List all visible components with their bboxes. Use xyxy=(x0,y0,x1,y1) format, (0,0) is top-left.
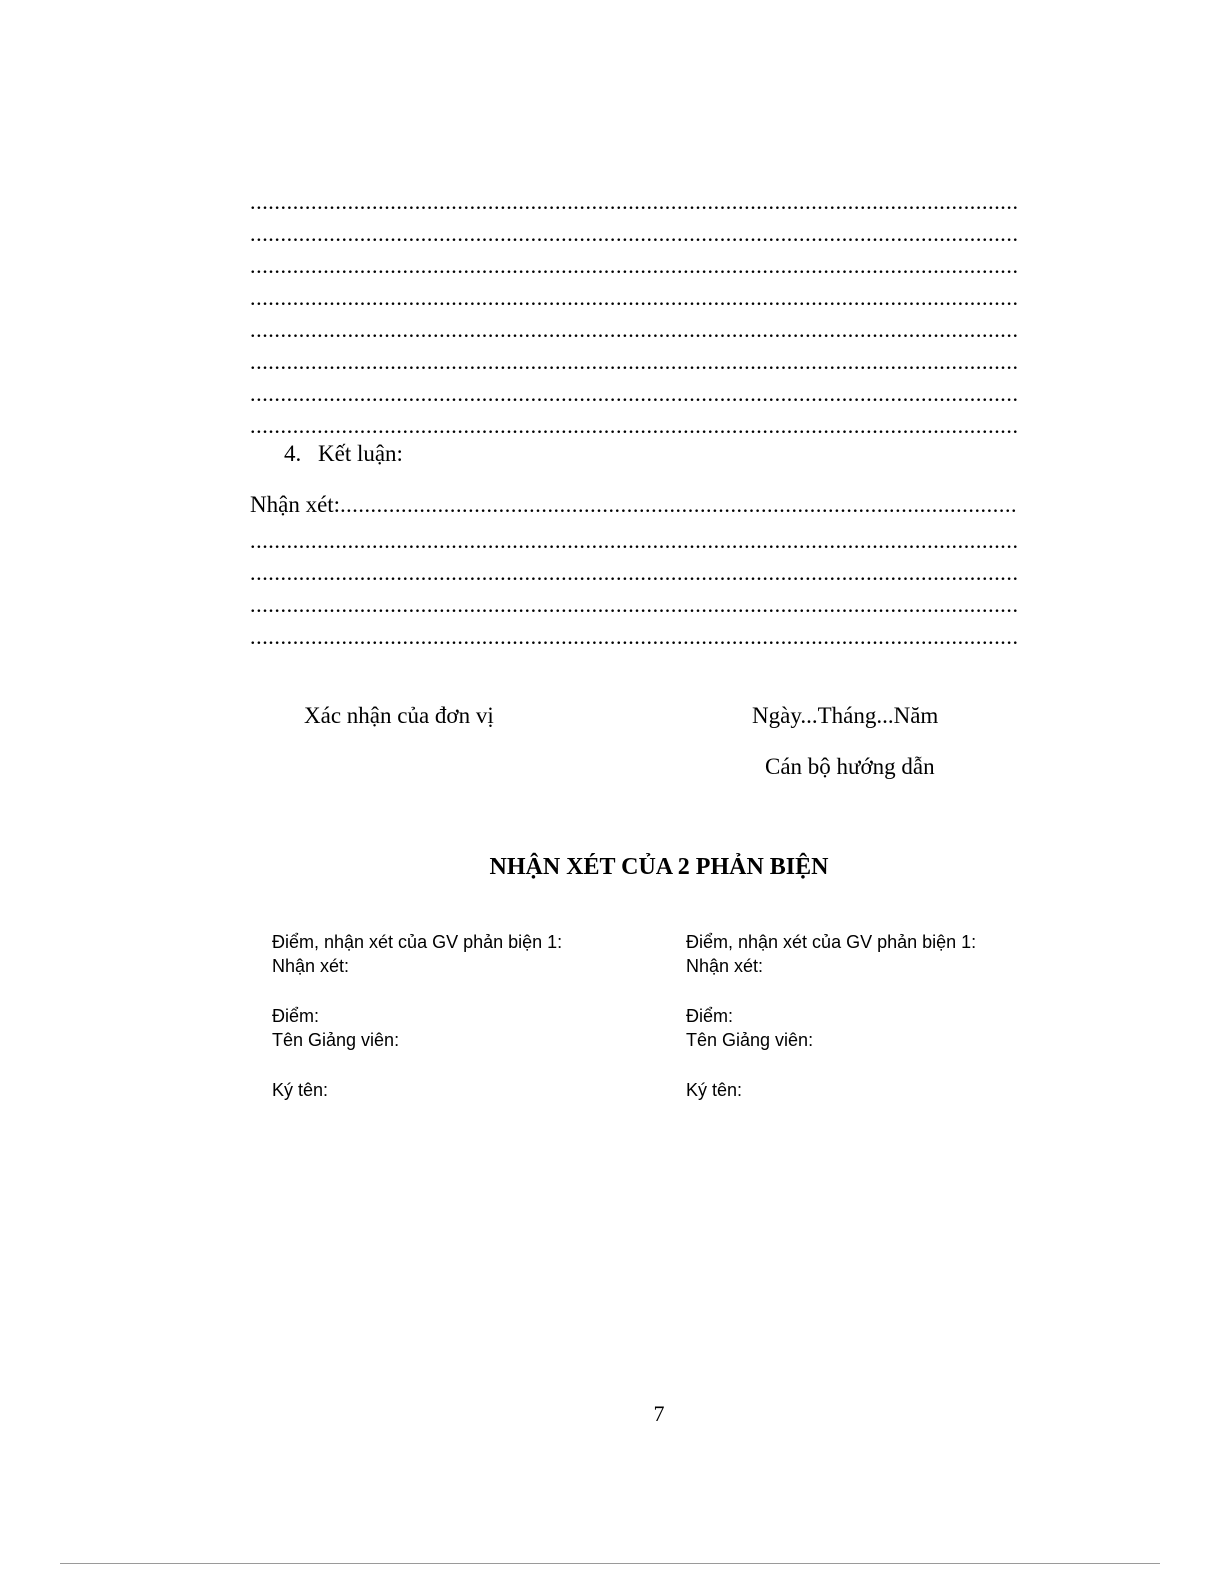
reviewers-section-title: NHẬN XÉT CỦA 2 PHẢN BIỆN xyxy=(489,854,829,880)
signature-date: Ngày...Tháng...Năm xyxy=(752,703,939,728)
dotted-line: .............................................................................................................................. xyxy=(250,189,1019,214)
comment-first-line xyxy=(250,489,1065,521)
top-dotted-lines xyxy=(250,186,1065,442)
reviewer-name-label: Tên Giảng viên: xyxy=(272,1030,400,1050)
dotted-line: .............................................................................................................................. xyxy=(250,413,1019,438)
comment-label: Nhận xét: xyxy=(250,492,341,517)
reviewer-score-label: Điểm: xyxy=(686,1006,734,1026)
dotted-line: .............................................................................................................................. xyxy=(250,381,1019,406)
page-number: 7 xyxy=(653,1401,665,1426)
unit-confirmation: Xác nhận của đơn vị xyxy=(304,703,494,728)
dotted-line: .............................................................................................................................. xyxy=(250,221,1019,246)
reviewer-heading: Điểm, nhận xét của GV phản biện 1: xyxy=(272,932,563,952)
comment-fill: ............................................................................................................... xyxy=(340,492,1018,517)
dotted-line: .............................................................................................................................. xyxy=(250,592,1019,617)
reviewer-sign-label: Ký tên: xyxy=(686,1080,743,1100)
comment-dotted-lines xyxy=(250,525,1065,653)
supervisor-title: Cán bộ hướng dẫn xyxy=(765,754,935,779)
reviewer-comment-label: Nhận xét: xyxy=(272,956,350,976)
conclusion-label: Kết luận: xyxy=(318,441,403,466)
dotted-line: .............................................................................................................................. xyxy=(250,560,1019,585)
dotted-line: .............................................................................................................................. xyxy=(250,624,1019,649)
reviewer-score-label: Điểm: xyxy=(272,1006,320,1026)
reviewer-comment-label: Nhận xét: xyxy=(686,956,764,976)
reviewer-heading: Điểm, nhận xét của GV phản biện 1: xyxy=(686,932,977,952)
conclusion-number: 4. xyxy=(284,441,302,466)
reviewer-name-label: Tên Giảng viên: xyxy=(686,1030,814,1050)
dotted-line: .............................................................................................................................. xyxy=(250,349,1019,374)
dotted-line: .............................................................................................................................. xyxy=(250,253,1019,278)
dotted-line: .............................................................................................................................. xyxy=(250,285,1019,310)
conclusion-heading xyxy=(284,438,403,470)
dotted-line: .............................................................................................................................. xyxy=(250,317,1019,342)
reviewer-sign-label: Ký tên: xyxy=(272,1080,329,1100)
page-bottom-divider xyxy=(60,1563,1160,1564)
reviewer-block-1 xyxy=(272,930,562,1102)
reviewer-block-2 xyxy=(686,930,976,1102)
dotted-line: .............................................................................................................................. xyxy=(250,528,1019,553)
